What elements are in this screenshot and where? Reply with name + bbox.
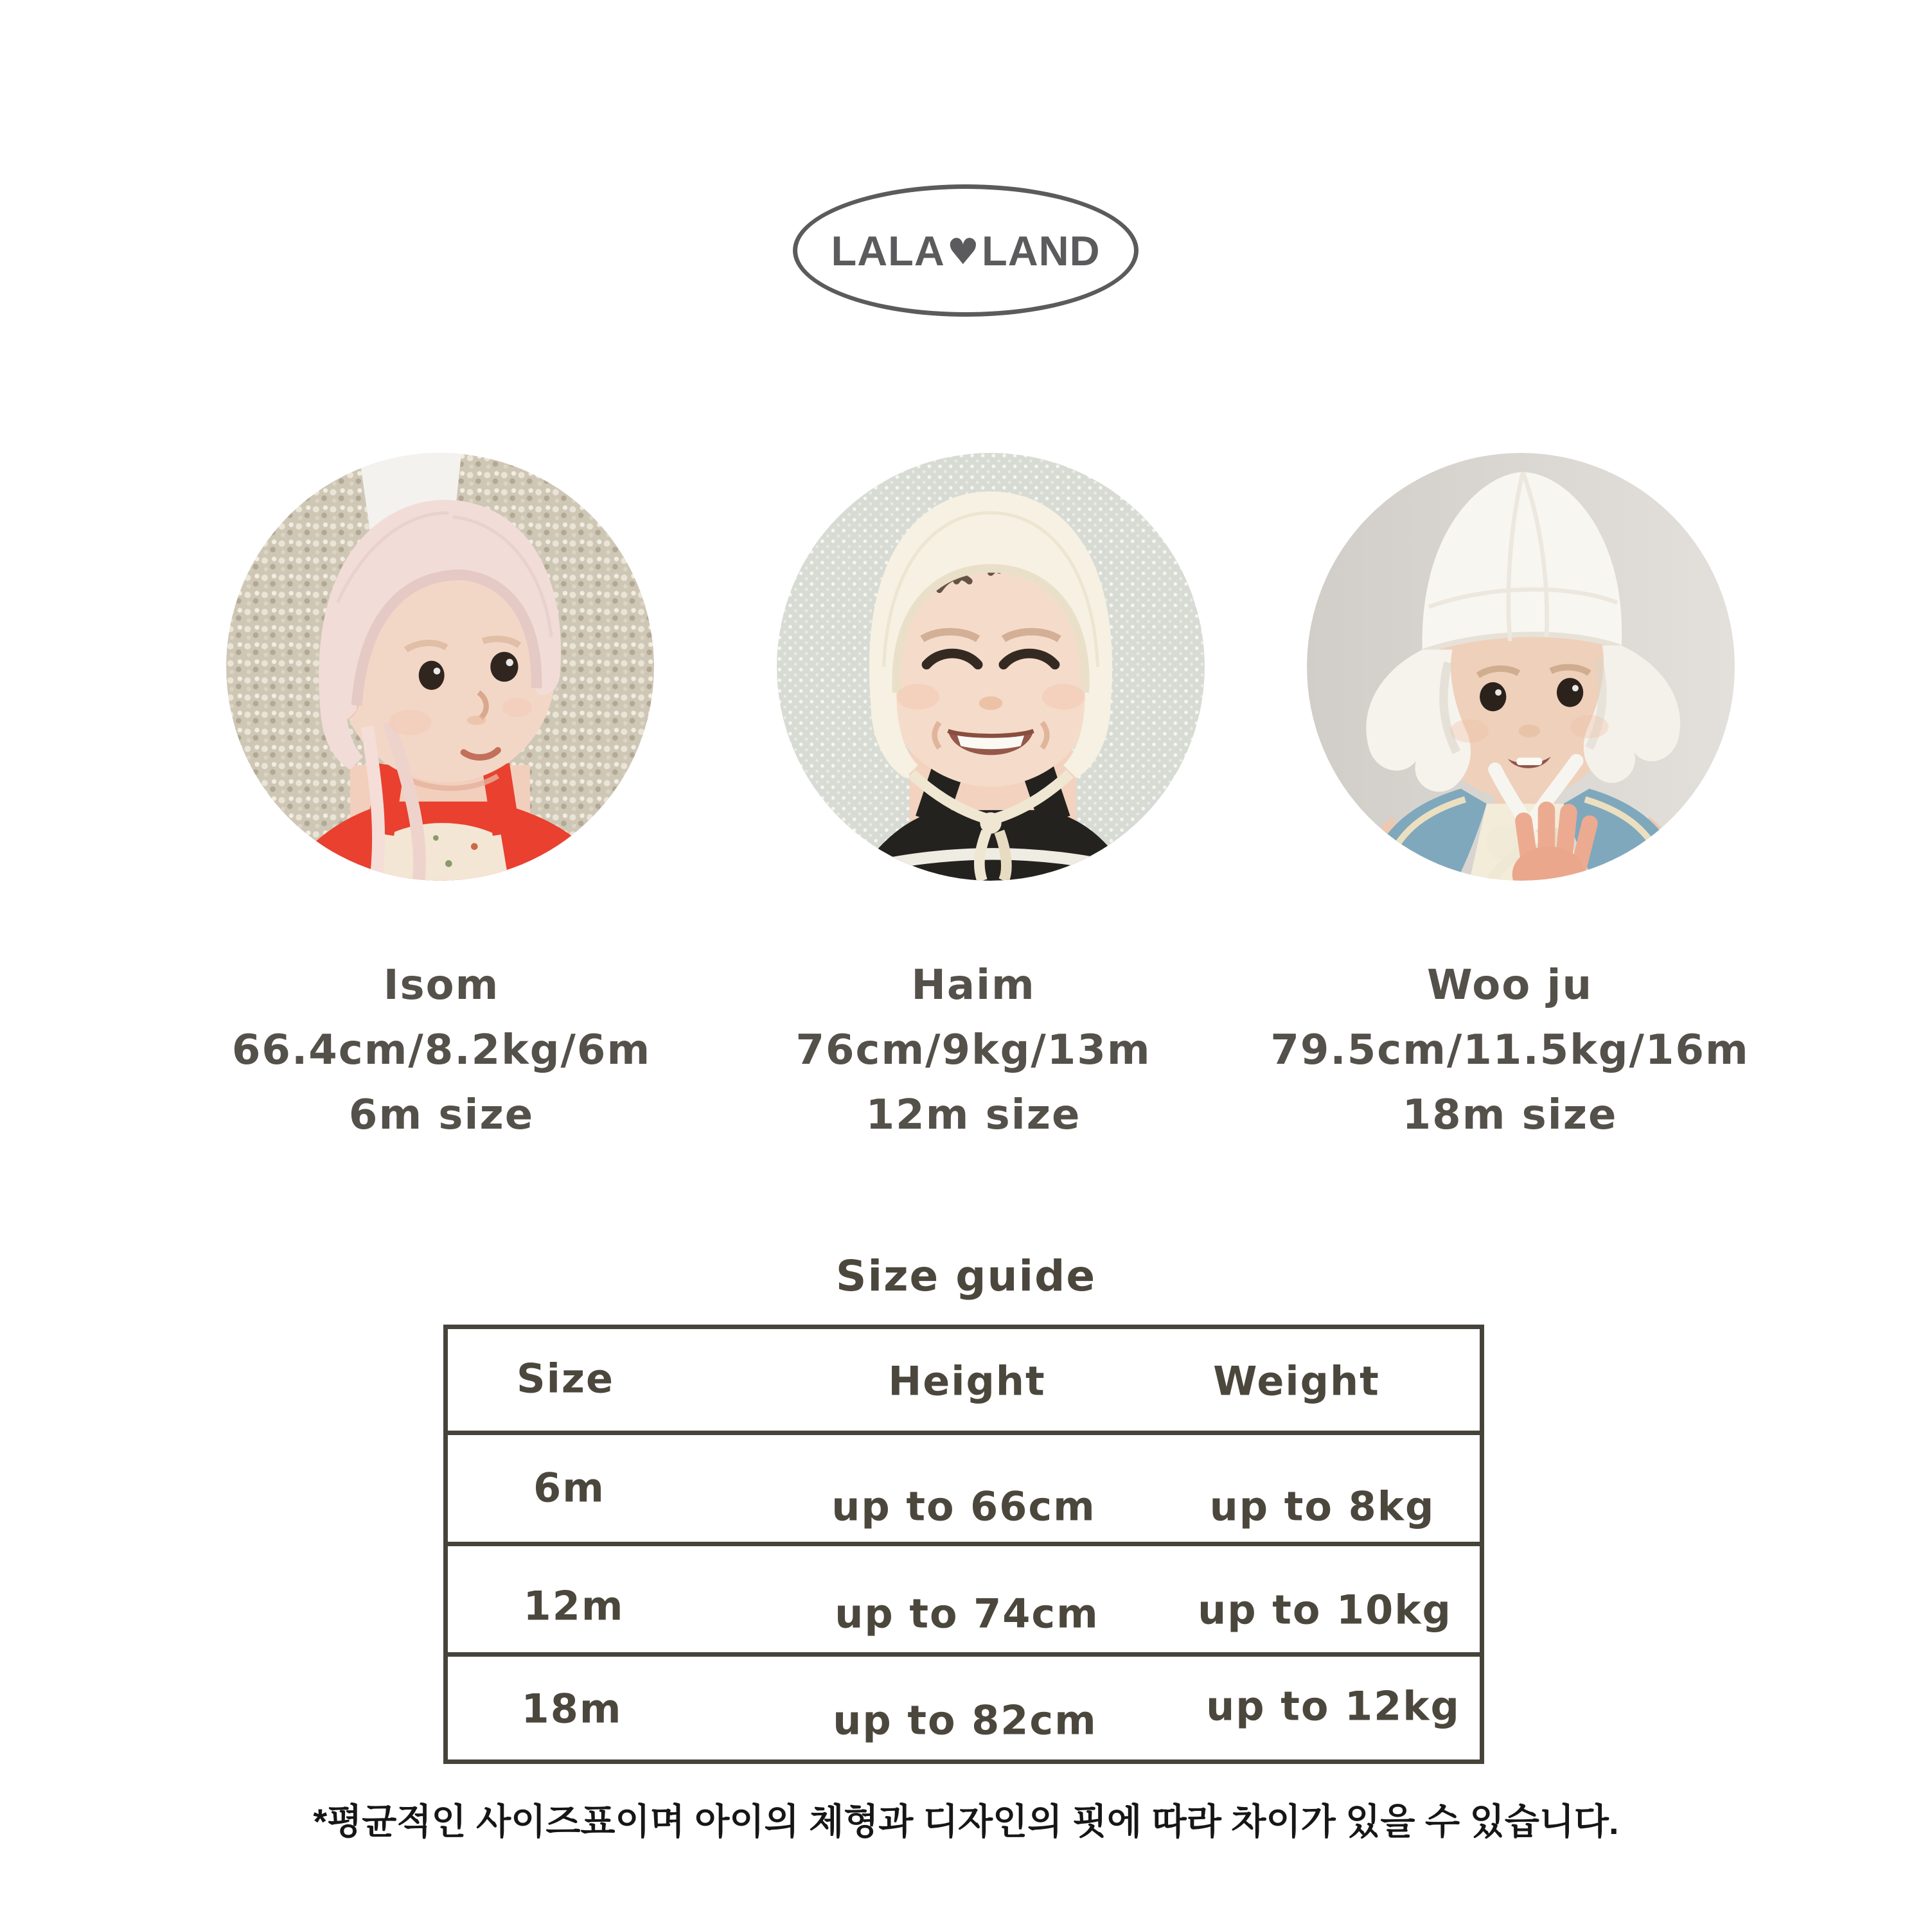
table-divider [448, 1652, 1480, 1657]
model-size-label: 18m size [1402, 1091, 1618, 1139]
model-photo-isom [226, 453, 654, 881]
height-cell-6m: up to 66cm [831, 1483, 1096, 1530]
size-cell-18m: 18m [521, 1685, 623, 1733]
header-weight: Weight [1213, 1357, 1380, 1405]
weight-cell-12m: up to 10kg [1198, 1586, 1452, 1634]
model-caption-isom [172, 953, 711, 1148]
height-cell-18m: up to 82cm [833, 1697, 1097, 1744]
model-stats: 76cm/9kg/13m [795, 1027, 1151, 1074]
size-guide-table [443, 1325, 1484, 1764]
model-photo-wooju [1307, 453, 1735, 881]
model-stats: 79.5cm/11.5kg/16m [1270, 1027, 1750, 1074]
baby-pink-bonnet-illustration [226, 453, 654, 881]
brand-name-left: LALA [831, 227, 945, 274]
size-guide-title: Size guide [835, 1251, 1097, 1301]
model-size-label: 12m size [865, 1091, 1081, 1139]
size-note: *평균적인 사이즈표이며 아이의 체형과 디자인의 핏에 따라 차이가 있을 수 있습니다. [313, 1801, 1619, 1842]
baby-cream-bonnet-illustration [777, 453, 1205, 881]
header-height: Height [888, 1357, 1046, 1405]
heart-icon: ♥ [946, 231, 980, 273]
baby-sun-hat-illustration [1307, 453, 1735, 881]
model-caption-haim [704, 953, 1243, 1148]
table-divider [448, 1542, 1480, 1546]
model-name: Isom [383, 962, 500, 1009]
weight-cell-6m: up to 8kg [1209, 1483, 1435, 1530]
weight-cell-18m: up to 12kg [1206, 1682, 1460, 1730]
size-cell-6m: 6m [533, 1464, 605, 1512]
model-name: Woo ju [1426, 962, 1593, 1009]
brand-name-right: LAND [981, 227, 1101, 274]
model-caption-wooju [1240, 953, 1780, 1148]
height-cell-12m: up to 74cm [835, 1590, 1099, 1637]
header-size: Size [516, 1355, 615, 1402]
model-size-label: 6m size [348, 1091, 535, 1139]
size-cell-12m: 12m [523, 1582, 625, 1630]
table-divider [448, 1431, 1480, 1435]
model-name: Haim [911, 962, 1036, 1009]
model-photo-haim [777, 453, 1205, 881]
brand-logo [793, 184, 1139, 317]
model-stats: 66.4cm/8.2kg/6m [231, 1027, 651, 1074]
